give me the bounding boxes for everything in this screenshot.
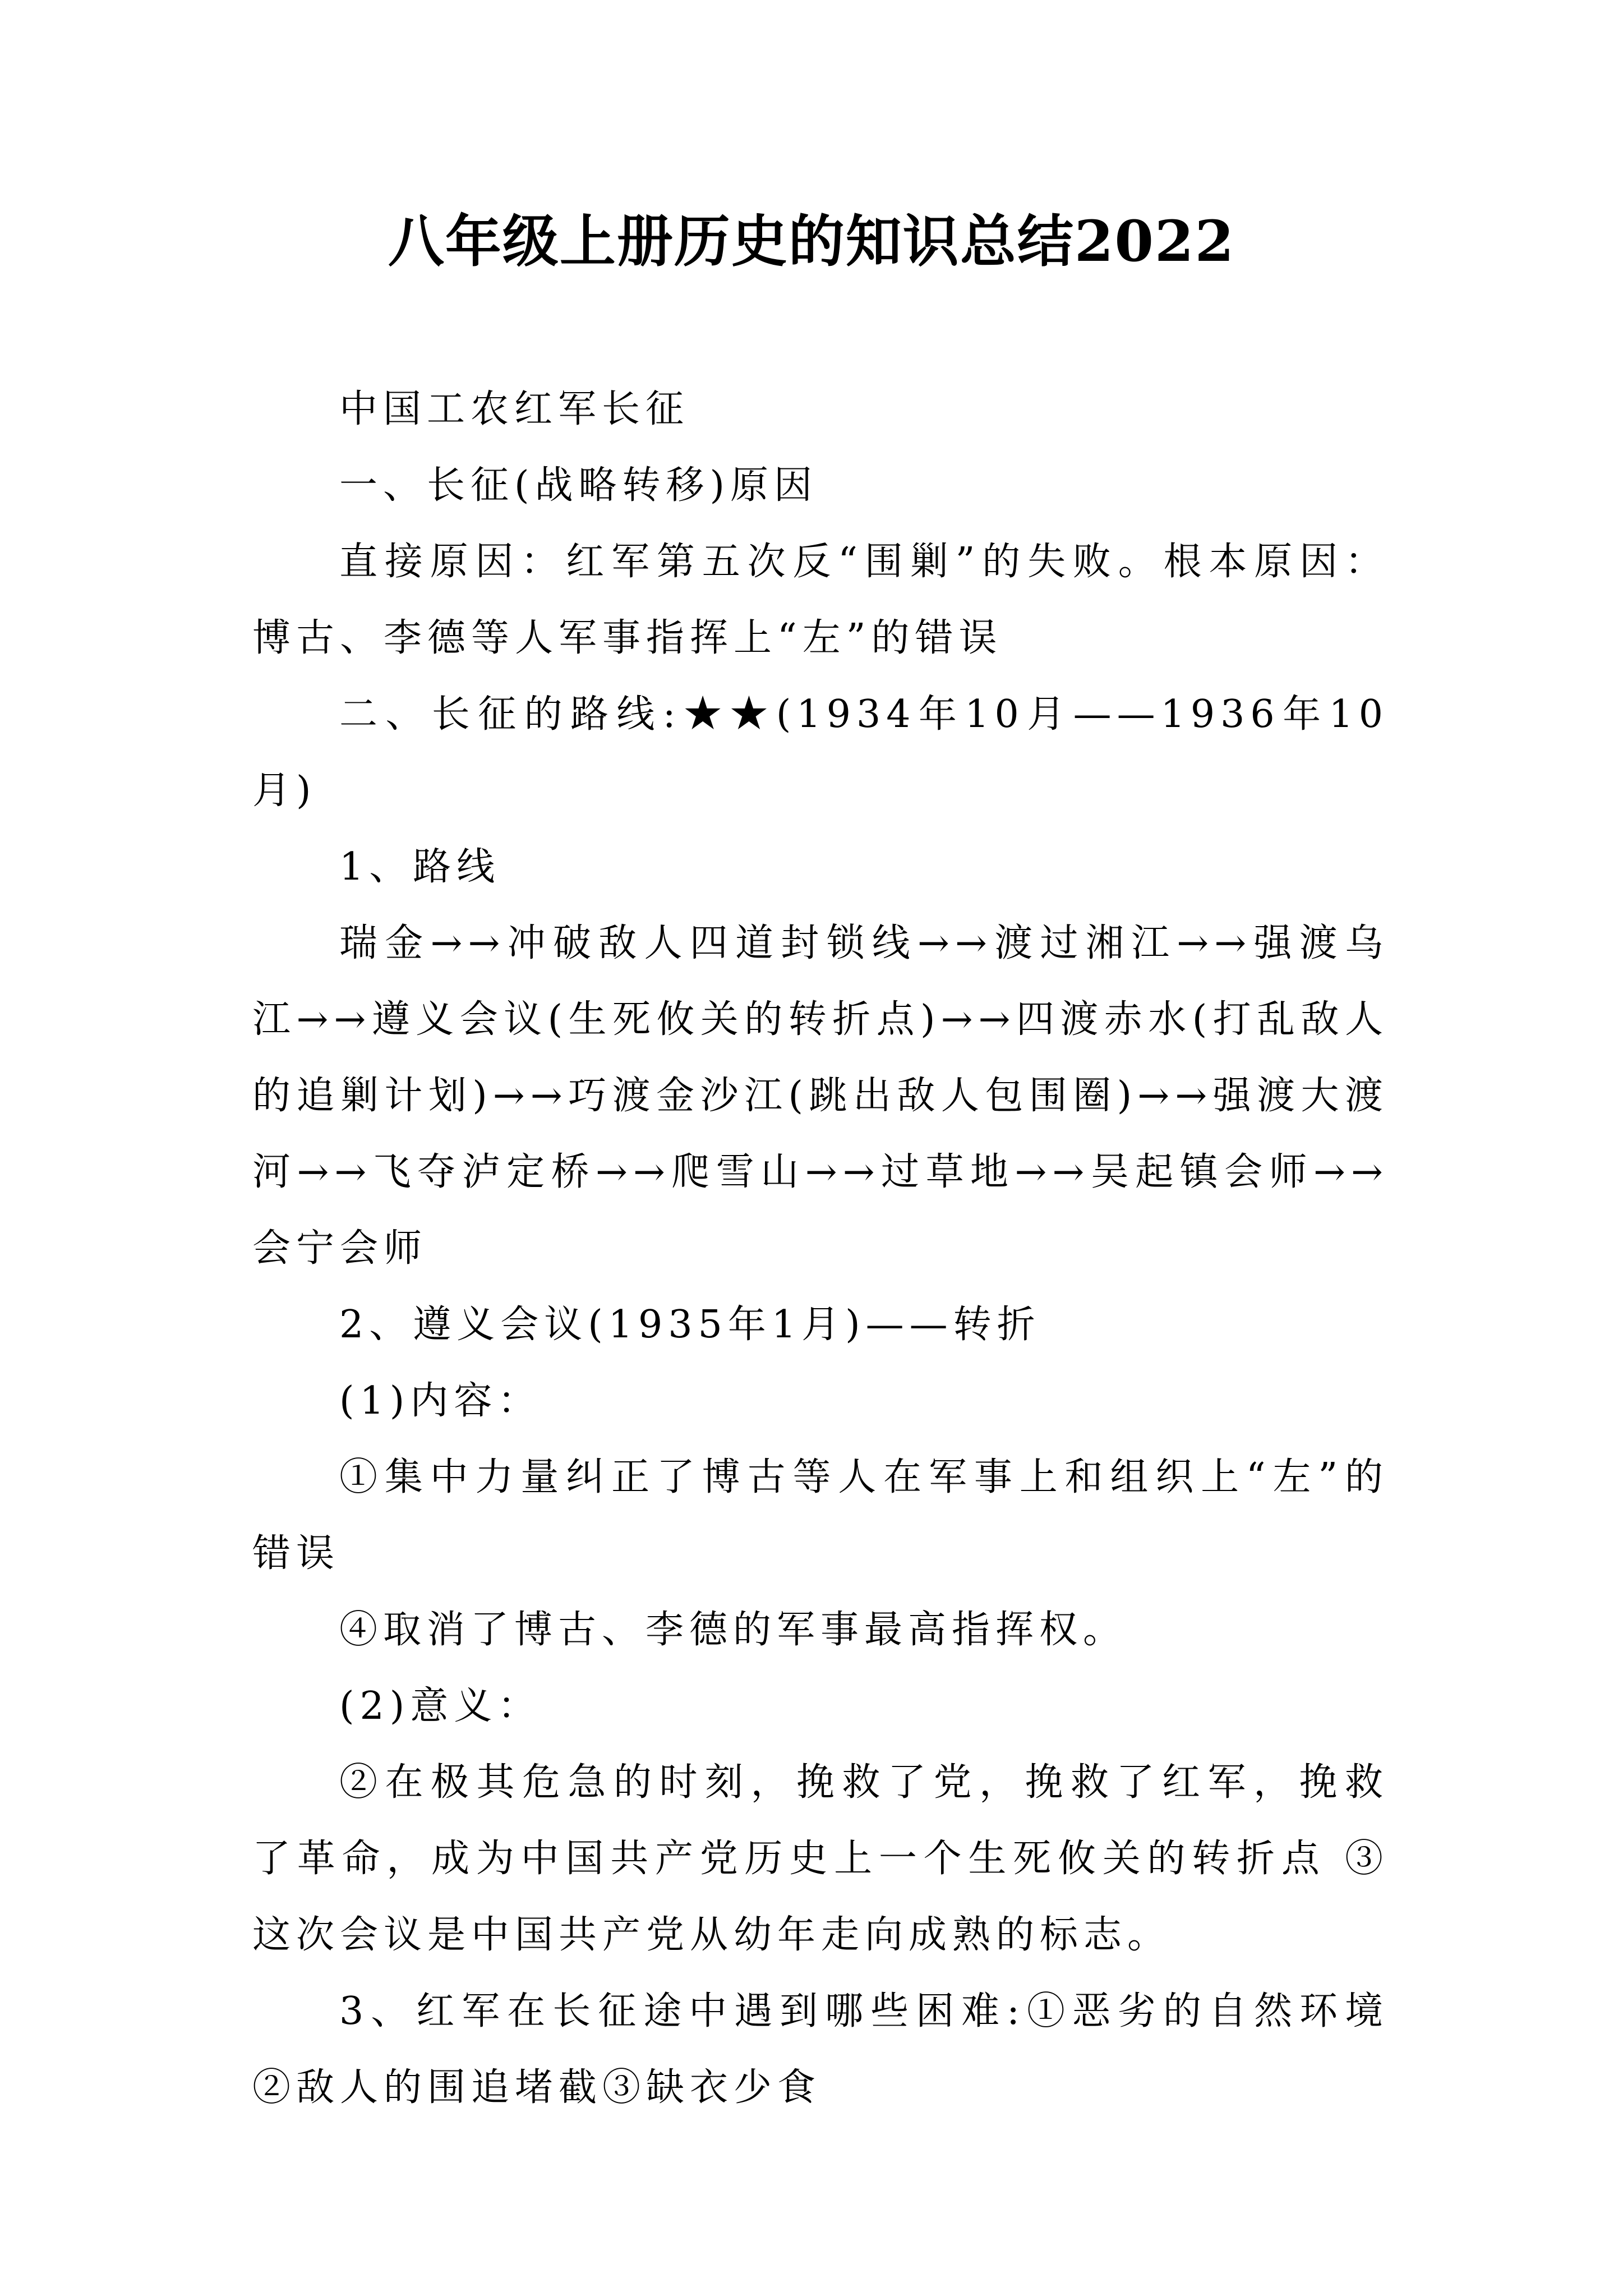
paragraph-route: 瑞金→→冲破敌人四道封锁线→→渡过湘江→→强渡乌江→→遵义会议(生死攸关的转折点)→→四渡赤水(打乱敌人的追剿计划)→→巧渡金沙江(跳出敌人包围圈)→→强渡大渡河→→飞夺泸定桥→→爬雪山→→过草地→→吴起镇会师→→会宁会师 bbox=[252, 921, 1389, 1271]
paragraph-content-1: ①集中力量纠正了博古等人在军事上和组织上“左”的错误 bbox=[252, 1455, 1389, 1576]
paragraph-causes: 直接原因：红军第五次反“围剿”的失败。根本原因：博古、李德等人军事指挥上“左”的错误 bbox=[252, 540, 1389, 660]
section-heading-long-march: 中国工农红军长征 bbox=[339, 387, 690, 431]
subheading-route: 1、路线 bbox=[339, 845, 501, 889]
subheading-significance: (2)意义： bbox=[339, 1684, 542, 1728]
paragraph-difficulties: 3、红军在长征途中遇到哪些困难:①恶劣的自然环境②敌人的围追堵截③缺衣少食 bbox=[252, 1989, 1389, 2110]
heading-causes: 一、长征(战略转移)原因 bbox=[339, 463, 818, 508]
paragraph-content-4: ④取消了博古、李德的军事最高指挥权。 bbox=[339, 1608, 1127, 1652]
document-body bbox=[252, 371, 1389, 2126]
subheading-content: (1)内容： bbox=[339, 1379, 542, 1423]
heading-zunyi-meeting: 2、遵义会议(1935年1月)——转折 bbox=[339, 1303, 1041, 1347]
heading-route: 二、长征的路线:★★(1934年10月——1936年10月) bbox=[252, 692, 1389, 813]
document-title: 八年级上册历史的知识总结2022 bbox=[388, 208, 1235, 274]
paragraph-significance: ②在极其危急的时刻，挽救了党，挽救了红军，挽救了革命，成为中国共产党历史上一个生死攸关的转折点 ③这次会议是中国共产党从幼年走向成熟的标志。 bbox=[252, 1760, 1389, 1957]
